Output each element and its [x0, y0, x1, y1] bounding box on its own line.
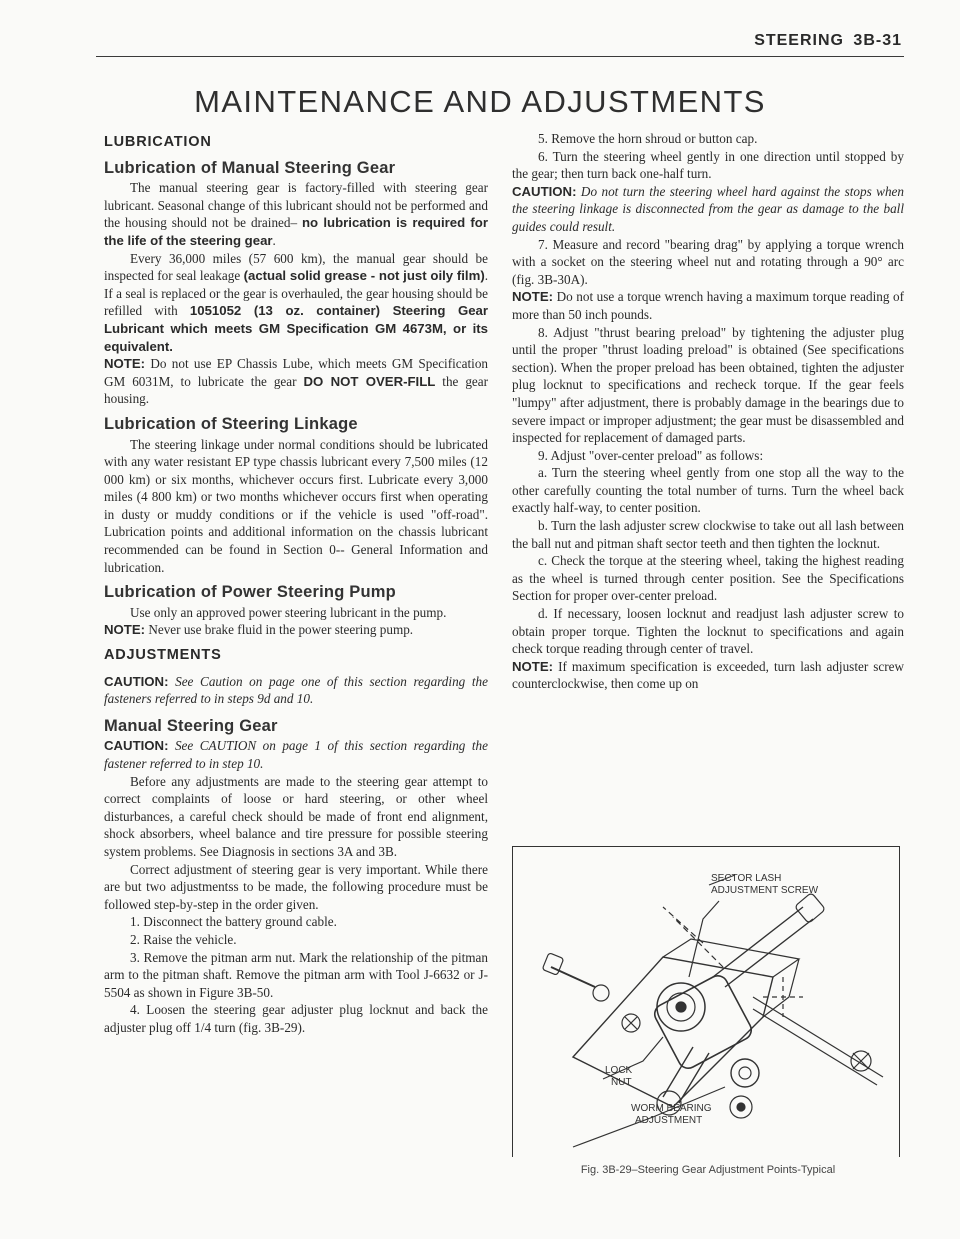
step-1: 1. Disconnect the battery ground cable. — [130, 914, 337, 930]
step-7: 7. Measure and record "bearing drag" by applying a torque wrench with a socket on the steering wheel nut and rotating through a 90° arc (fig. 3B-30A). — [512, 236, 904, 287]
page-title: MAINTENANCE AND ADJUSTMENTS — [194, 84, 766, 119]
bold-run: DO NOT OVER-FILL — [303, 373, 436, 389]
note-torque-wrench — [512, 288, 904, 323]
bold-run: (actual solid grease - not just oily film) — [243, 268, 485, 284]
linkage-lube-heading: Lubrication of Steering Linkage — [104, 414, 358, 433]
note-ep-chassis-lube — [104, 355, 488, 408]
figure-steering-gear — [512, 846, 900, 1157]
step-6: 6. Turn the steering wheel gently in one direction until stopped by the gear; then turn back one-half turn. — [512, 148, 904, 182]
correct-adjust-paragraph: Correct adjustment of steering gear is very important. While there are but two adjustmentss to be made, the following procedure must be followed step-by-step in the order given. — [104, 861, 488, 912]
step-9d: d. If necessary, loosen locknut and readjust lash adjuster screw to obtain proper torque. Tighten the locknut to specifications and again check torque reading through center of travel. — [512, 606, 904, 657]
text-run: See Caution on page one of this section regarding the fasteners referred to in steps 9d and 10. — [104, 673, 488, 707]
text-run: The manual steering gear is factory-filled with steering gear lubricant. Seasonal change of this lubricant should not be performed and the housing should not be drained– — [104, 180, 488, 231]
text-run: Do not turn the steering wheel hard against the stops when the steering linkage is disconnected from the gear as damage to the ball guides could result. — [512, 183, 904, 234]
callout-lock-nut-1: LOCK — [605, 1065, 633, 1076]
pre-adjust-paragraph: Before any adjustments are made to the steering gear attempt to correct complaints of loose or hard steering, or other wheel disturbances, a careful check should be made of front end alignment, shock absorbers, wheel balance and tire pressure for possible steering system problems. See Diagnosis in sections 3A and 3B. — [104, 773, 488, 859]
inspection-paragraph — [104, 250, 488, 356]
step-4: 4. Loosen the steering gear adjuster plug locknut and back the adjuster plug off 1/4 turn (fig. 3B-29). — [104, 1002, 488, 1035]
text-run: Do not use a torque wrench having a maximum torque reading of more than 50 inch pounds. — [512, 289, 905, 322]
text-run: Do not use EP Chassis Lube, which meets GM Specification GM 6031M, to lubricate the gear — [104, 356, 489, 389]
pump-lube-heading: Lubrication of Power Steering Pump — [104, 583, 396, 602]
note-label: NOTE: — [104, 622, 146, 638]
lubrication-label: LUBRICATION — [104, 134, 212, 150]
caution-label: CAUTION: — [512, 183, 577, 199]
text-run: . If a seal is replaced or the gear is overhauled, the gear housing should be refilled with — [104, 268, 489, 319]
step-5: 5. Remove the horn shroud or button cap. — [538, 131, 758, 146]
running-head: STEERING 3B-31 — [754, 32, 902, 49]
bold-run: 1051052 (13 oz. container) Steering Gear Lubricant which meets GM Specification GM 4673M, or its equivalent. — [104, 303, 488, 354]
manual-gear-adj-heading: Manual Steering Gear — [104, 716, 278, 735]
caution-label: CAUTION: — [104, 673, 169, 689]
callout-worm-bearing-2: ADJUSTMENT — [635, 1115, 703, 1126]
step-9: 9. Adjust "over-center preload" as follows: — [538, 447, 764, 463]
text-run: the gear housing. — [104, 373, 489, 407]
page-header — [96, 30, 904, 57]
left-column — [104, 130, 488, 1037]
manual-gear-lube-heading: Lubrication of Manual Steering Gear — [104, 158, 396, 177]
callout-lock-nut-2: NUT — [611, 1077, 632, 1088]
note-label: NOTE: — [512, 658, 554, 674]
adjustments-label: ADJUSTMENTS — [104, 647, 222, 664]
note-label: NOTE: — [104, 356, 146, 372]
linkage-paragraph: The steering linkage under normal conditions should be lubricated with any water resistant EP type chassis lubricant every 7,500 miles (12 000 km) or six months, whichever occurs first. Lubricate every 3,000 miles (4 800 km) or two months whichever occurs first when operating in dusty or muddy conditions or if the vehicle is used "off-road". Lubrication points and additional information on the chassis lubricant recommended can be found in Section 0-- General Information and lubrication. — [104, 436, 488, 575]
bold-run: no lubrication is required for the life of the steering gear — [104, 215, 488, 248]
text-run: Never use brake fluid in the power steering pump. — [148, 622, 414, 638]
step-2: 2. Raise the vehicle. — [130, 931, 237, 947]
manual-gear-lube-paragraph — [104, 179, 488, 249]
note-max-spec — [512, 658, 904, 693]
step-9c: c. Check the torque at the steering wheel, taking the highest reading as the wheel is turned through center position. See the Specifications Section for proper over-center preload. — [512, 553, 904, 604]
callout-sector-lash-1: SECTOR LASH — [711, 873, 782, 884]
note-brake-fluid — [104, 621, 488, 639]
step-9b: b. Turn the lash adjuster screw clockwise to take out all lash between the ball nut and pitman shaft sector teeth and then tighten the locknut. — [512, 518, 904, 551]
step-3: 3. Remove the pitman arm nut. Mark the relationship of the pitman arm to the pitman shaft. Remove the pitman arm with Tool J-6632 or J-5504 as shown in Figure 3B-50. — [104, 949, 488, 1000]
caution-steering-stops — [512, 183, 904, 236]
caution-fasteners — [104, 673, 488, 708]
callout-sector-lash-2: ADJUSTMENT SCREW — [711, 885, 819, 896]
step-8: 8. Adjust "thrust bearing preload" by tightening the adjuster plug until the proper "thrust loading preload" is obtained (See specifications section). When the proper preload has been obtained, tighten the adjuster plug locknut to specifications and recheck torque. If the gear feels "lumpy" after adjustment, there is probably damage in the bearings due to severe impact or improper adjustment; the gear must be disassembled and inspected for replacement of damaged parts. — [512, 324, 904, 446]
right-column — [512, 130, 904, 693]
text-run: . — [272, 232, 276, 248]
pump-paragraph: Use only an approved power steering lubricant in the pump. — [130, 604, 447, 620]
text-run: See CAUTION on page 1 of this section regarding the fastener referred to in step 10. — [104, 738, 488, 771]
text-run: Every 36,000 miles (57 600 km), the manual gear should be inspected for seal leakage — [104, 250, 488, 284]
step-9a: a. Turn the steering wheel gently from one stop all the way to the other carefully counting the total number of turns. Turn the wheel back exactly half-way, to center position. — [512, 465, 904, 516]
callout-worm-bearing-1: WORM BEARING — [631, 1103, 712, 1114]
steering-gear-illustration — [513, 847, 899, 1157]
caution-label: CAUTION: — [104, 738, 169, 754]
note-label: NOTE: — [512, 289, 554, 305]
caution-step-10 — [104, 737, 488, 772]
text-run: If maximum specification is exceeded, turn lash adjuster screw counterclockwise, then come up on — [512, 658, 905, 692]
figure-caption: Fig. 3B-29–Steering Gear Adjustment Points-Typical — [580, 1164, 836, 1176]
